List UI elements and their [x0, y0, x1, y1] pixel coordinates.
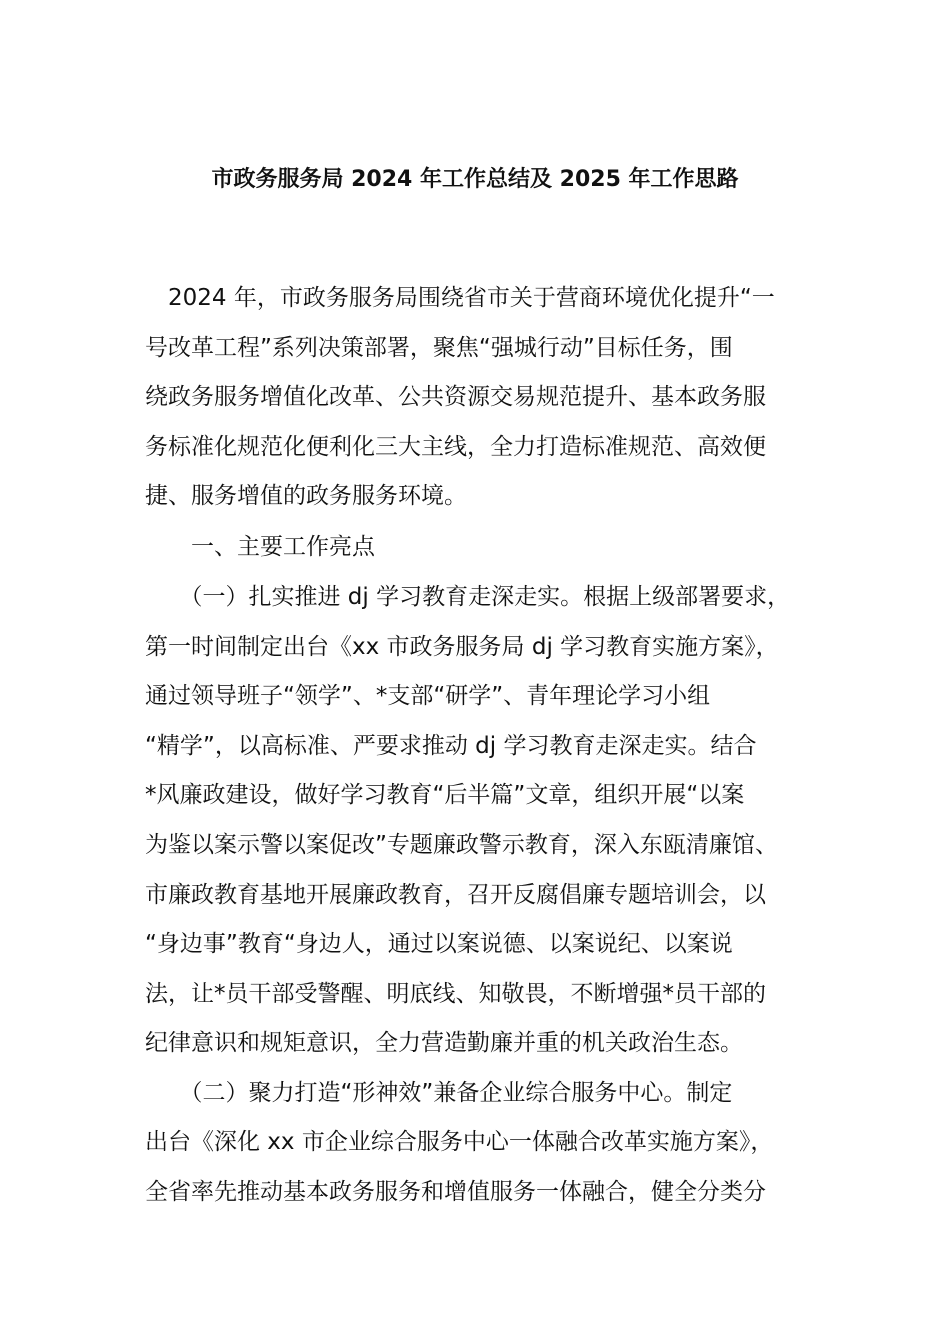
paragraph-line: 通过领导班子“领学”、*支部“研学”、青年理论学习小组	[145, 683, 711, 709]
paragraph-line: （一）扎实推进 dj 学习教育走深走实。根据上级部署要求，	[145, 584, 791, 610]
paragraph-line: 绕政务服务增值化改革、公共资源交易规范提升、基本政务服	[145, 384, 766, 410]
paragraph-line: *风廉政建设，做好学习教育“后半篇”文章，组织开展“以案	[145, 782, 745, 808]
paragraph-line: （二）聚力打造“形神效”兼备企业综合服务中心。制定	[145, 1080, 733, 1106]
paragraph-line: 号改革工程”系列决策部署，聚焦“强城行动”目标任务，围	[145, 335, 733, 361]
section-heading: 一、主要工作亮点	[145, 534, 375, 560]
document-title: 市政务服务局 2024 年工作总结及 2025 年工作思路	[211, 167, 739, 192]
paragraph-line: “身边事”教育“身边人，通过以案说德、以案说纪、以案说	[145, 931, 733, 957]
paragraph-line: “精学”，以高标准、严要求推动 dj 学习教育走深走实。结合	[145, 733, 757, 759]
paragraph-line: 第一时间制定出台《xx 市政务服务局 dj 学习教育实施方案》，	[145, 634, 779, 660]
paragraph-line: 为鉴以案示警以案促改”专题廉政警示教育，深入东瓯清廉馆、	[145, 832, 778, 858]
paragraph-line: 2024 年，市政务服务局围绕省市关于营商环境优化提升“一	[145, 285, 775, 311]
paragraph-line: 市廉政教育基地开展廉政教育，召开反腐倡廉专题培训会，以	[145, 882, 766, 908]
paragraph-line: 法，让*员干部受警醒、明底线、知敬畏，不断增强*员干部的	[145, 981, 766, 1007]
paragraph-line: 全省率先推动基本政务服务和增值服务一体融合，健全分类分	[145, 1179, 766, 1205]
paragraph-line: 出台《深化 xx 市企业综合服务中心一体融合改革实施方案》，	[145, 1129, 774, 1155]
paragraph-line: 务标准化规范化便利化三大主线，全力打造标准规范、高效便	[145, 434, 766, 460]
paragraph-line: 纪律意识和规矩意识，全力营造勤廉并重的机关政治生态。	[145, 1030, 743, 1056]
paragraph-line: 捷、服务增值的政务服务环境。	[145, 483, 467, 509]
